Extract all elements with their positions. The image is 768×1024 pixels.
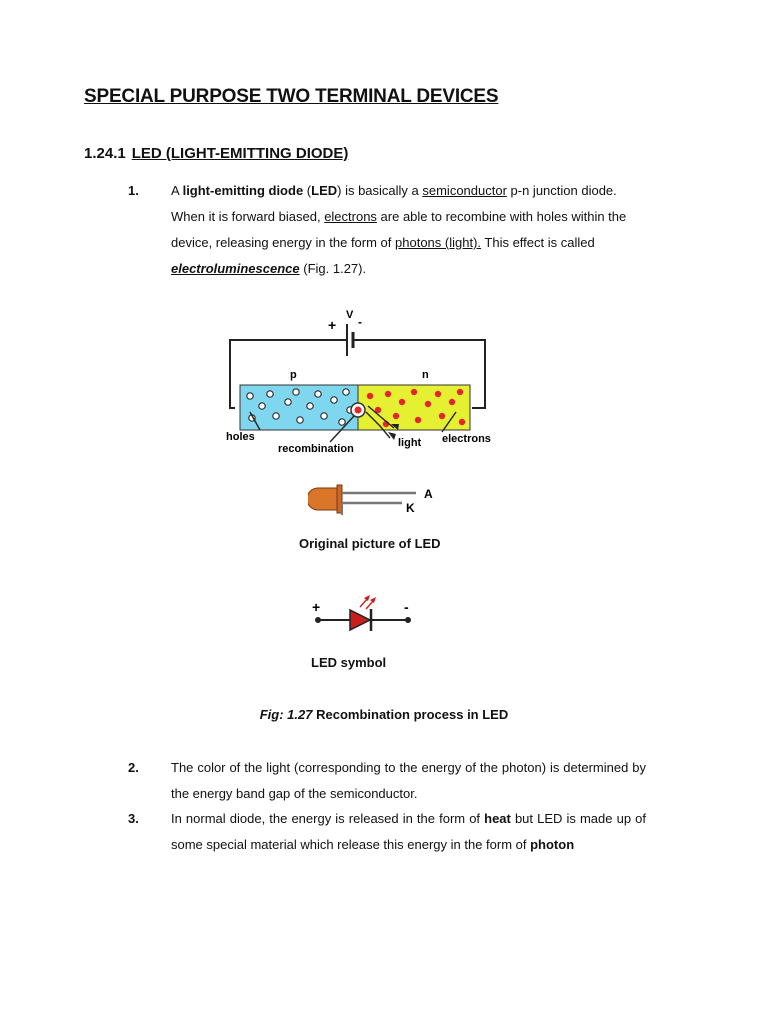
term-led-abbr: LED	[311, 183, 338, 198]
electrons-label: electrons	[442, 433, 491, 445]
recombination-label: recombination	[278, 443, 354, 455]
figure-label: Fig: 1.27	[259, 707, 313, 722]
cathode-label: K	[406, 501, 415, 515]
section-title: LED (LIGHT-EMITTING DIODE)	[131, 145, 349, 162]
led-body	[308, 488, 338, 510]
text-run: A	[171, 183, 183, 198]
text-run: (Fig. 1.27).	[299, 261, 367, 276]
symbol-plus: +	[312, 599, 321, 615]
item-number: 1.	[128, 183, 139, 198]
link-electroluminescence[interactable]: electroluminescence	[171, 261, 300, 276]
figure-caption-text: Recombination process in LED	[312, 707, 509, 722]
led-symbol	[308, 590, 420, 634]
item-number: 2.	[128, 760, 139, 775]
item-text: The color of the light (corresponding to the energy of the photon) is determined by the energy band gap of the semiconductor.	[171, 760, 646, 801]
link-semiconductor[interactable]: semiconductor	[422, 183, 507, 198]
text-run: In normal diode, the energy is released in the form of	[171, 811, 485, 826]
link-photons[interactable]: photons (light).	[395, 235, 482, 250]
text-run: (	[303, 183, 312, 198]
term-led: light-emitting diode	[182, 183, 304, 198]
term-heat: heat	[484, 811, 511, 826]
figure-caption	[0, 707, 768, 722]
text-run: This effect is called	[481, 235, 595, 250]
link-electrons[interactable]: electrons	[324, 209, 377, 224]
battery-plus: +	[328, 317, 337, 333]
diode-triangle	[350, 610, 370, 630]
led-picture-caption: Original picture of LED	[299, 536, 441, 551]
section-heading	[84, 145, 348, 162]
text-run: p-n junction diode. When it is forward biased,	[171, 183, 617, 224]
anode-label: A	[424, 487, 433, 501]
voltage-label: V	[346, 309, 354, 321]
symbol-minus: -	[404, 599, 409, 615]
item-text	[171, 178, 646, 282]
led-symbol-caption: LED symbol	[311, 655, 387, 670]
text-run: but LED is made up of some special material which release this energy in the form of	[171, 811, 646, 852]
holes-label: holes	[226, 431, 255, 443]
p-label: p	[290, 369, 297, 381]
item-text	[171, 806, 646, 858]
text-run: are able to recombine with holes within the device, releasing energy in the form of	[171, 209, 627, 250]
item-number: 3.	[128, 811, 139, 826]
n-label: n	[422, 369, 429, 381]
term-photon: photon	[530, 837, 575, 852]
text-run: ) is basically a	[337, 183, 423, 198]
led-picture	[308, 482, 448, 518]
battery-minus: -	[358, 315, 362, 329]
section-number: 1.24.1	[84, 145, 126, 162]
document-title: SPECIAL PURPOSE TWO TERMINAL DEVICES	[84, 86, 499, 107]
recombination-electron	[355, 407, 362, 414]
light-label: light	[398, 437, 422, 449]
recombination-diagram	[210, 300, 520, 465]
